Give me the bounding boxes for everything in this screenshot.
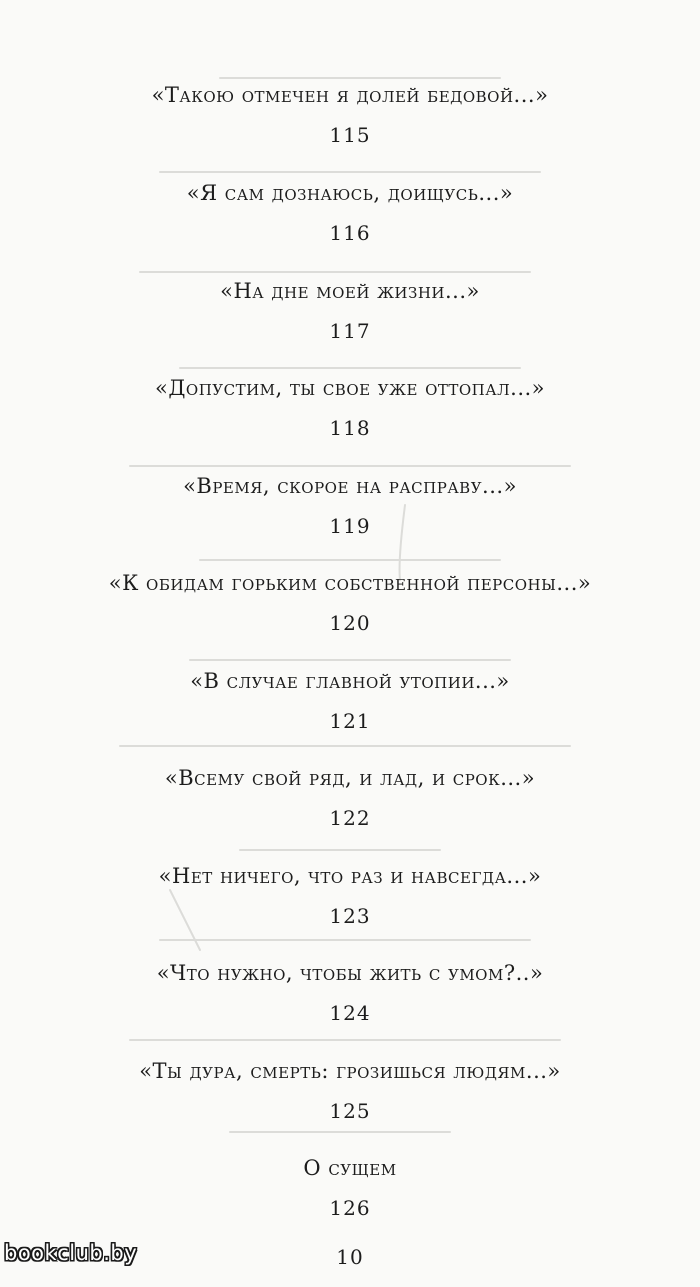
toc-entry-title: «На дне моей жизни...» — [220, 279, 480, 303]
toc-entry-title: «Время, скорое на расправу...» — [183, 474, 517, 498]
toc-entry-title: О сущем — [303, 1156, 397, 1180]
toc-entry-page-number: 125 — [329, 1099, 371, 1123]
toc-entry-page-number: 116 — [329, 221, 371, 245]
toc-entry-title: «Всему свой ряд, и лад, и срок...» — [164, 766, 536, 790]
toc-entry-11 — [0, 1058, 700, 1124]
toc-entry-title: «Допустим, ты свое уже оттопал...» — [154, 376, 546, 400]
toc-entry-6 — [0, 570, 700, 636]
toc-entry-10 — [0, 960, 700, 1026]
toc-entry-9 — [0, 863, 700, 929]
toc-entry-1 — [0, 82, 700, 148]
toc-entry-page-number: 122 — [329, 806, 371, 830]
toc-entry-title: «Я сам дознаюсь, доищусь...» — [186, 181, 514, 205]
toc-entry-8 — [0, 765, 700, 831]
toc-entry-4 — [0, 375, 700, 441]
toc-entry-page-number: 124 — [329, 1001, 371, 1025]
toc-entry-page-number: 121 — [329, 709, 371, 733]
toc-entry-12 — [0, 1155, 700, 1221]
toc-entry-page-number: 118 — [329, 416, 371, 440]
toc-entry-7 — [0, 668, 700, 734]
toc-entry-page-number: 119 — [329, 514, 371, 538]
toc-entry-title: «К обидам горьким собственной персоны...» — [108, 571, 592, 595]
site-watermark: bookclub.by — [4, 1241, 138, 1265]
toc-entry-page-number: 126 — [329, 1196, 371, 1220]
toc-entry-page-number: 115 — [329, 123, 371, 147]
toc-entry-5 — [0, 473, 700, 539]
toc-entry-3 — [0, 278, 700, 344]
toc-entry-page-number: 123 — [329, 904, 371, 928]
toc-entry-page-number: 120 — [329, 611, 371, 635]
toc-entry-title: «Такою отмечен я долей бедовой...» — [151, 83, 549, 107]
toc-entry-title: «Нет ничего, что раз и навсегда...» — [158, 864, 542, 888]
toc-entry-title: «Ты дура, смерть: грозишься людям...» — [139, 1059, 561, 1083]
page-folio-number: 10 — [336, 1245, 364, 1269]
toc-entry-title: «Что нужно, чтобы жить с умом?..» — [156, 961, 544, 985]
toc-entry-title: «В случае главной утопии...» — [190, 669, 510, 693]
toc-entry-page-number: 117 — [329, 319, 371, 343]
toc-entry-2 — [0, 180, 700, 246]
